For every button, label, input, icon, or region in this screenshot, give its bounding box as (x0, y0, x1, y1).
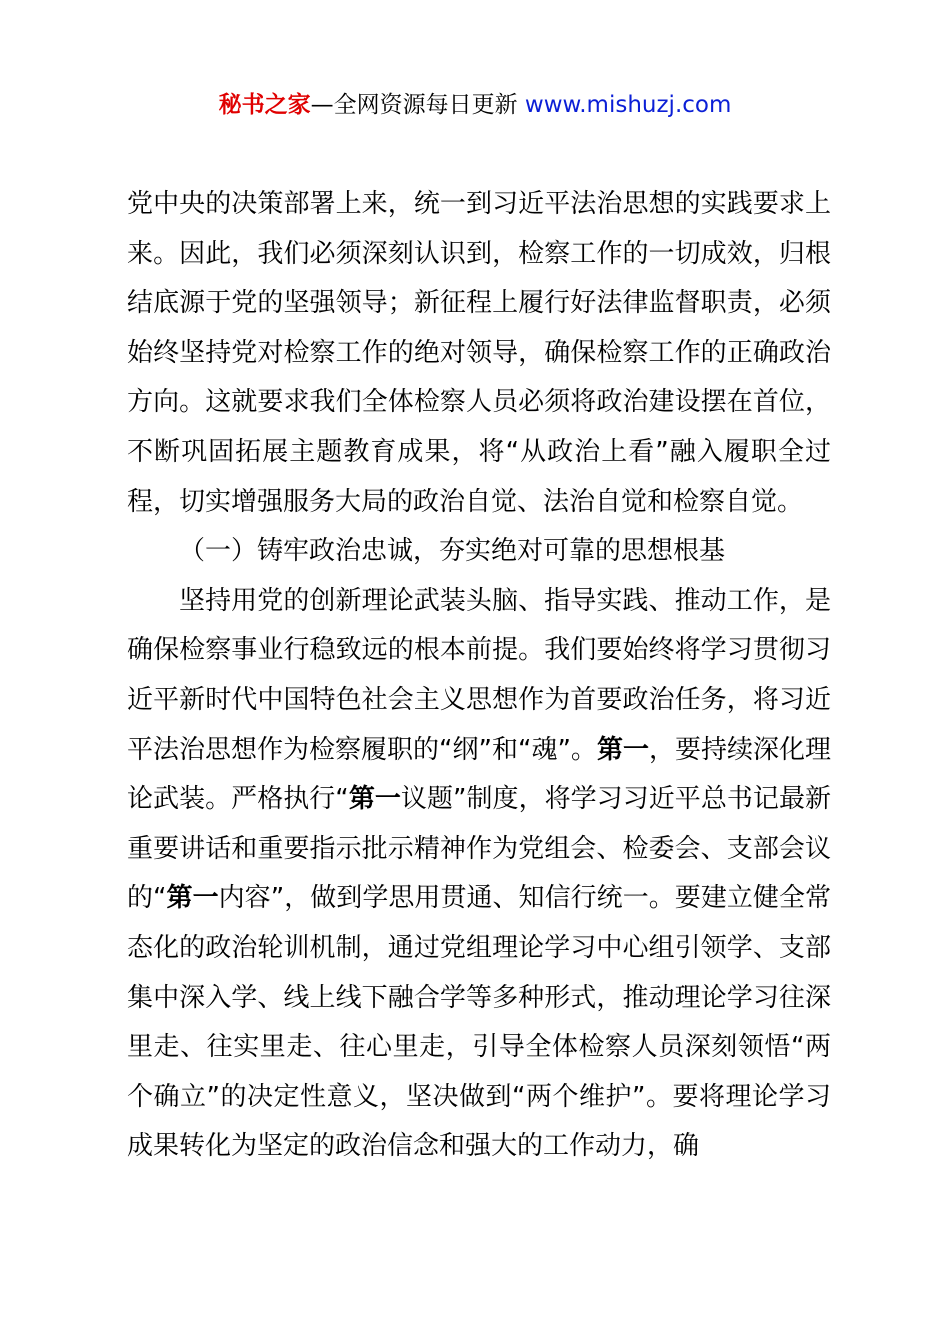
paragraph-text: 议题”制度，将学习习近平总书记最新重要讲话和重要指示批示精神作为党组会、检委会、支部会议的“ (127, 784, 831, 914)
bold-keyword: 第一 (596, 734, 649, 765)
site-header (0, 88, 950, 122)
brand-name: 秘书之家 (218, 92, 311, 118)
paragraph-theory (127, 577, 831, 1172)
section-heading: （一）铸牢政治忠诚，夯实绝对可靠的思想根基 (179, 536, 726, 567)
document-body (127, 180, 831, 1172)
paragraph-text: ，要持续深化理论武装。严格执行“ (127, 734, 831, 815)
site-url-link[interactable]: www.mishuzj.com (524, 92, 732, 118)
paragraph-continued: 党中央的决策部署上来，统一到习近平法治思想的实践要求上来。因此，我们必须深刻认识到，检察工作的一切成效，归根结底源于党的坚强领导；新征程上履行好法律监督职责，必须始终坚持党对检察工作的绝对领导，确保检察工作的正确政治方向。这就要求我们全体检察人员必须将政治建设摆在首位，不断巩固拓展主题教育成果，将“从政治上看”融入履职全过程，切实增强服务大局的政治自觉、法治自觉和检察自觉。 (127, 189, 831, 517)
paragraph-text: 坚持用党的创新理论武装头脑、指导实践、推动工作，是确保检察事业行稳致远的根本前提。我们要始终将学习贯彻习近平新时代中国特色社会主义思想作为首要政治任务，将习近平法治思想作为检察履职的“纲”和“魂”。 (127, 585, 831, 765)
header-tagline: —全网资源每日更新 (310, 92, 525, 118)
bold-keyword: 第一 (348, 784, 401, 815)
bold-keyword: 第一 (166, 883, 219, 914)
paragraph-text: 内容”，做到学思用贯通、知信行统一。要建立健全常态化的政治轮训机制，通过党组理论学习中心组引领学、支部集中深入学、线上线下融合学等多种形式，推动理论学习往深里走、往实里走、往心里走，引导全体检察人员深刻领悟“两个确立”的决定性意义，坚决做到“两个维护”。要将理论学习成果转化为坚定的政治信念和强大的工作动力，确 (127, 883, 831, 1162)
